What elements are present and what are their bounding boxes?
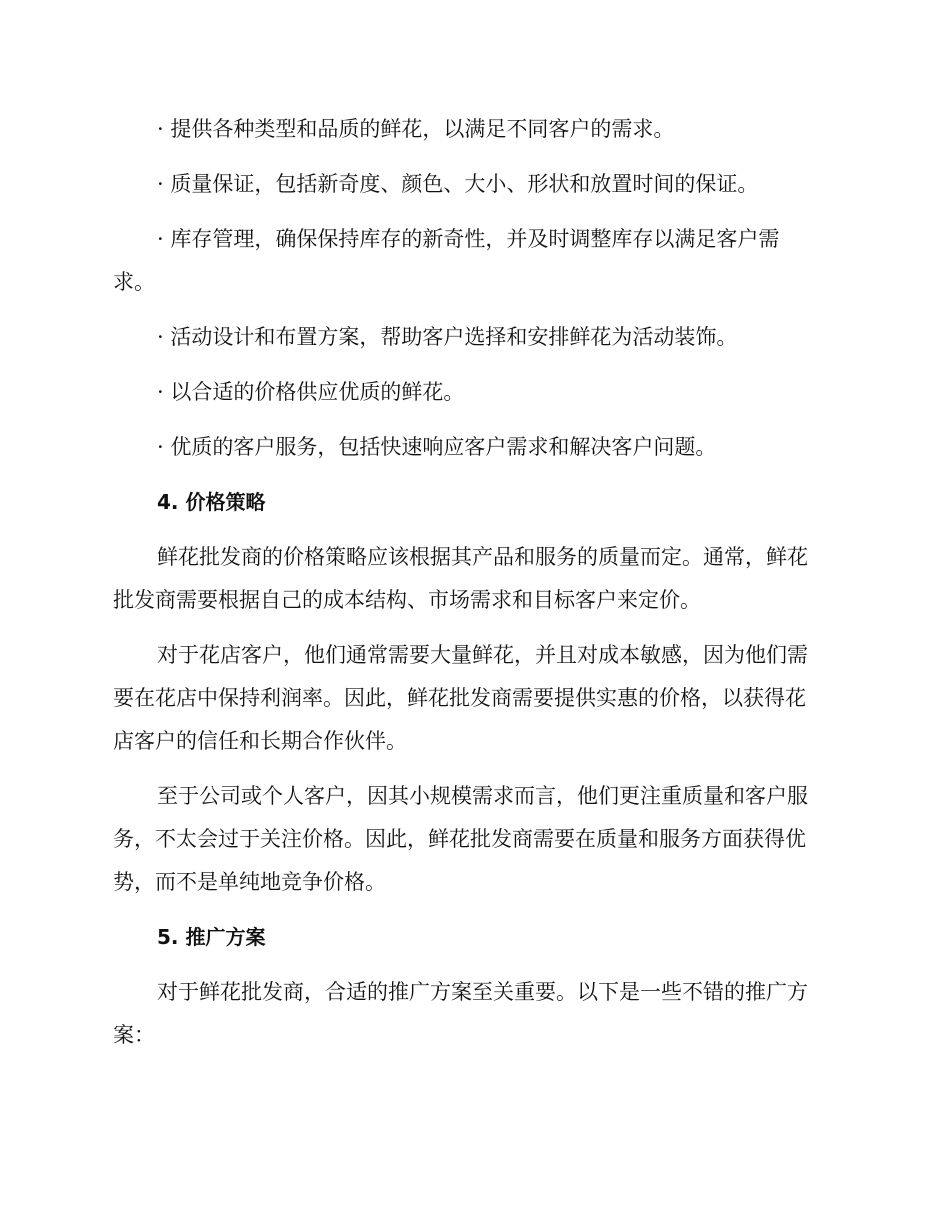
paragraph-line: 至于公司或个人客户，因其小规模需求而言，他们更注重质量和客户服 xyxy=(157,784,808,808)
paragraph-line: 务，不太会过于关注价格。因此，鲜花批发商需要在质量和服务方面获得优 xyxy=(113,827,806,851)
paragraph-line: 店客户的信任和长期合作伙伴。 xyxy=(113,729,407,753)
section-heading: 5. 推广方案 xyxy=(157,925,266,949)
paragraph-line: 案： xyxy=(113,1023,155,1047)
bullet-item: · 质量保证，包括新奇度、颜色、大小、形状和放置时间的保证。 xyxy=(157,172,759,196)
bullet-item: · 活动设计和布置方案，帮助客户选择和安排鲜花为活动装饰。 xyxy=(157,325,738,349)
paragraph-line: 批发商需要根据自己的成本结构、市场需求和目标客户来定价。 xyxy=(113,588,701,612)
paragraph-line: 鲜花批发商的价格策略应该根据其产品和服务的质量而定。通常，鲜花 xyxy=(157,545,808,569)
paragraph-line: 对于花店客户，他们通常需要大量鲜花，并且对成本敏感，因为他们需 xyxy=(157,643,808,667)
document-page xyxy=(113,108,831,1069)
bullet-item: · 以合适的价格供应优质的鲜花。 xyxy=(157,380,465,404)
paragraph xyxy=(113,971,831,1057)
paragraph xyxy=(113,775,831,904)
paragraph xyxy=(113,536,831,622)
bullet-item: · 库存管理，确保保持库存的新奇性，并及时调整库存以满足客户需 xyxy=(157,227,780,251)
bullet-item-continuation: 求。 xyxy=(113,270,155,294)
paragraph-line: 对于鲜花批发商，合适的推广方案至关重要。以下是一些不错的推广方 xyxy=(157,980,808,1004)
bullet-item: · 提供各种类型和品质的鲜花，以满足不同客户的需求。 xyxy=(157,117,675,141)
section-heading: 4. 价格策略 xyxy=(157,490,266,514)
paragraph-line: 势，而不是单纯地竞争价格。 xyxy=(113,870,386,894)
bullet-item: · 优质的客户服务，包括快速响应客户需求和解决客户问题。 xyxy=(157,435,717,459)
paragraph-line: 要在花店中保持利润率。因此，鲜花批发商需要提供实惠的价格，以获得花 xyxy=(113,686,806,710)
paragraph xyxy=(113,634,831,763)
